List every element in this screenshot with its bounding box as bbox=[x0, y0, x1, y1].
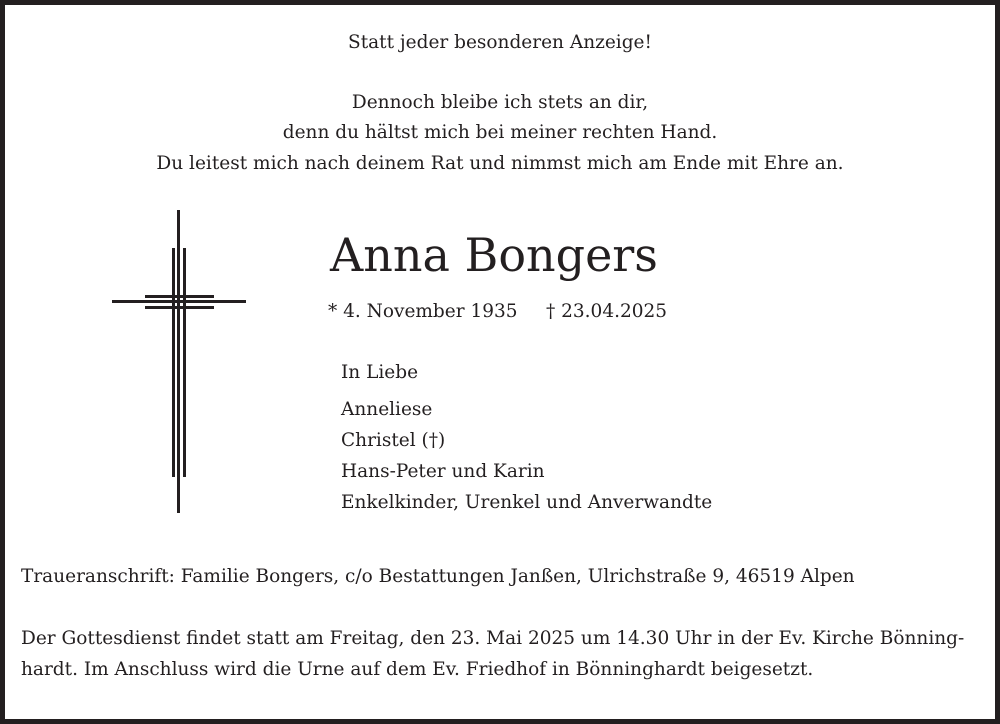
deceased-name: Anna Bongers bbox=[330, 228, 658, 282]
mourner: Enkelkinder, Urenkel und Anverwandte bbox=[341, 492, 713, 513]
birth-date: * 4. November 1935 bbox=[328, 301, 518, 322]
mourner: Christel (†) bbox=[341, 430, 446, 451]
verse-line-2: denn du hältst mich bei meiner rechten Hand. bbox=[282, 122, 718, 143]
mourner: Anneliese bbox=[341, 399, 433, 420]
mourner: Hans-Peter und Karin bbox=[341, 461, 545, 482]
mourning-address: Traueranschrift: Familie Bongers, c/o Bestattungen Janßen, Ulrichstraße 9, 46519 Alpen bbox=[21, 566, 855, 587]
death-date: † 23.04.2025 bbox=[546, 301, 668, 322]
service-line-2: hardt. Im Anschluss wird die Urne auf dem Ev. Friedhof in Bönninghardt beigesetzt. bbox=[21, 659, 814, 680]
verse-line-1: Dennoch bleibe ich stets an dir, bbox=[351, 92, 649, 113]
verse-line-3: Du leitest mich nach deinem Rat und nimmst mich am Ende mit Ehre an. bbox=[156, 153, 844, 174]
service-line-1: Der Gottesdienst findet statt am Freitag, den 23. Mai 2025 um 14.30 Uhr in der Ev. Kirche Bönning- bbox=[21, 628, 965, 649]
in-love-label: In Liebe bbox=[341, 362, 419, 383]
header-text: Statt jeder besonderen Anzeige! bbox=[348, 32, 652, 53]
